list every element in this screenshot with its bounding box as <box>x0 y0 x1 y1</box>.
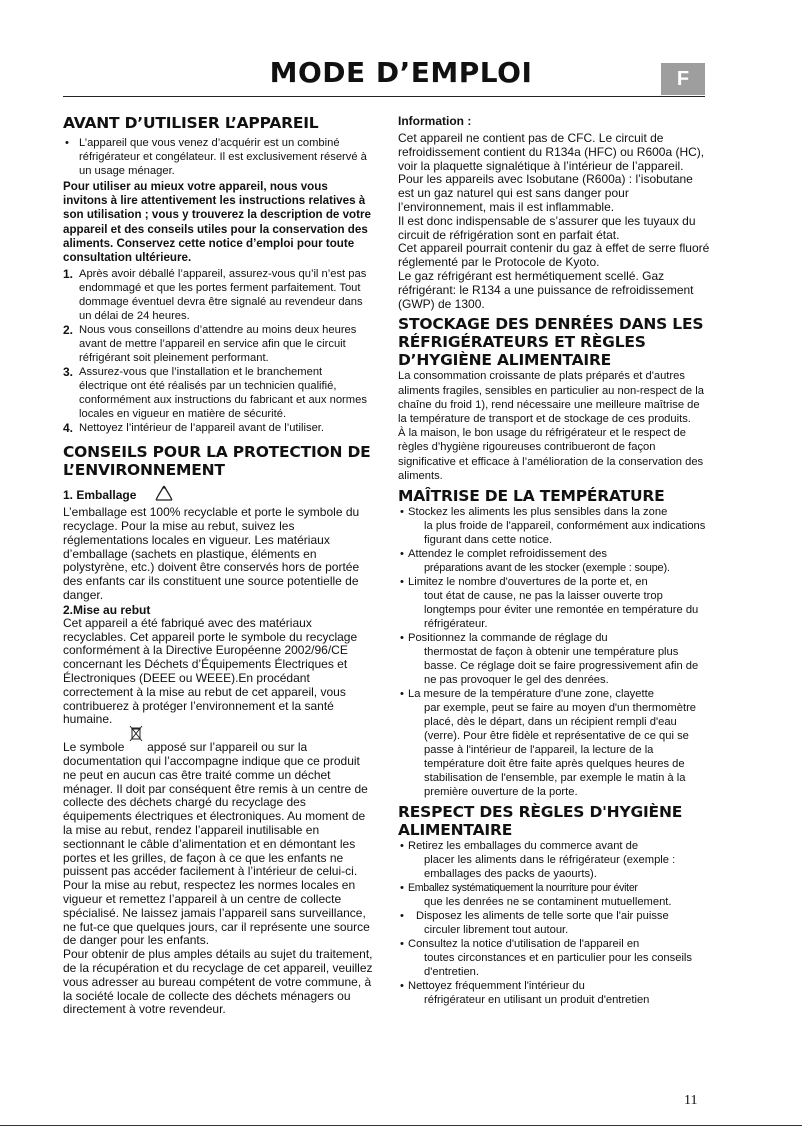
information-p3: Il est donc indispensable de s’assurer que les tuyaux du circuit de réfrigération sont en parfait état. <box>398 213 696 242</box>
list-item: • Stockez les aliments les plus sensibles dans la zone la plus froide de l'appareil, conformément aux indications figurant dans cette notice. <box>400 505 706 546</box>
list-item: • La mesure de la température d'une zone, clayette par exemple, peut se faire au moyen d'un thermomètre placé, dès le départ, dans un récipient rempli d'eau (verre). Pour être fidèle et représentative de ce qui se passe à l'intérieur de l'appareil, la lecture de la température doit être faite après quelques heures de stabilisation de l'ensemble, par exemple le matin à la première ouverture de la porte. <box>400 687 697 798</box>
list-item: • Disposez les aliments de telle sorte que l'air puisse circuler librement tout autour. <box>400 909 669 936</box>
packaging-text: L’emballage est 100% recyclable et porte le symbole du recyclage. Pour la mise au rebut, suivez les réglementations locales en vigueur. Les matériaux d’emballage (sachets en plastique, éléments en polystyrène, etc.) doivent être conservés hors de portée des enfants car ils constituent une source potentielle de danger. <box>63 505 360 602</box>
information-heading: Information : <box>398 114 472 128</box>
information-p5: Le gaz réfrigérant est hermétiquement scellé. Gaz réfrigérant: le R134 a une puissance de refroidissement (GWP) de 1300. <box>398 268 694 311</box>
right-column <box>398 114 710 1007</box>
section-title-temperature: MAÎTRISE DE LA TEMPÉRATURE <box>398 486 665 505</box>
disposal-heading: 2.Mise au rebut <box>63 602 151 617</box>
left-column <box>63 114 373 1017</box>
section-title-before-use: AVANT D’UTILISER L’APPAREIL <box>63 114 319 132</box>
page-number: 11 <box>684 1093 698 1108</box>
before-use-bullet: • L’appareil que vous venez d’acquérir est un combiné réfrigérateur et congélateur. Il est exclusivement réservé à un usage ménager. <box>65 137 367 177</box>
list-item: • Nettoyez fréquemment l'intérieur du réfrigérateur en utilisant un produit d'entretien <box>400 979 650 1006</box>
disposal-text: Cet appareil a été fabriqué avec des matériaux recyclables. Cet appareil porte le symbole du recyclage conformément à la Directive Européenne 2002/96/CE concernant les Déchets d’Équipements Électriques et Électroniques (DEEE ou WEEE).En procédant correctement à la mise au rebut de cet appareil, vous contribuerez à protéger l’environnement et la santé humaine. <box>63 615 358 727</box>
section-title-hygiene: RESPECT DES RÈGLES D'HYGIÈNE ALIMENTAIRE <box>398 802 683 839</box>
list-item: • Retirez les emballages du commerce avant de placer les aliments dans le réfrigérateur (exemple : emballages des packs de yaourts). <box>400 839 676 880</box>
list-item: • Positionnez la commande de réglage du thermostat de façon à obtenir une température plus basse. Ce réglage doit se faire progressivement afin de ne pas provoquer le gel des denrées. <box>400 631 699 686</box>
header-divider <box>63 96 705 97</box>
before-use-intro: Pour utiliser au mieux votre appareil, nous vous invitons à lire attentivement les instructions relatives à son utilisation ; vous y trouverez la description de votre appareil et des conseils utiles pour la conservation des aliments. Conservez cette notice d’emploi pour toute consultation ultérieure. <box>63 180 371 265</box>
list-item: • Consultez la notice d'utilisation de l'appareil en toutes circonstances et en particulier pour les conseils d'entretien. <box>400 937 693 978</box>
step-item: 2. Nous vous conseillons d’attendre au moins deux heures avant de mettre l’appareil en service afin que le circuit réfrigérant soit pleinement performant. <box>63 323 357 365</box>
storage-p2: À la maison, le bon usage du réfrigérateur et le respect de règles d’hygiène rigoureuses contribueront de façon significative et efficace à l’amélioration de la conservation des aliments. <box>398 427 704 482</box>
local-rules-text: Pour la mise au rebut, respectez les normes locales en vigueur et remettez l’appareil à un centre de collecte spécialisé. Ne laissez jamais l’appareil sans surveillance, ne fut-ce que quelques jours, car il représente une source de danger pour les enfants. <box>63 878 370 948</box>
footer-divider <box>0 1125 802 1126</box>
step-item: 4. Nettoyez l’intérieur de l’appareil avant de l’utiliser. <box>63 421 325 436</box>
section-title-storage: STOCKAGE DES DENRÉES DANS LES RÉFRIGÉRATEURS ET RÈGLES D’HYGIÈNE ALIMENTAIRE <box>398 315 704 370</box>
information-p1: Cet appareil ne contient pas de CFC. Le circuit de refroidissement contient du R134a (HFC) ou R600a (HC), voir la plaquette signalétique à l’intérieur de l’appareil. <box>398 131 705 173</box>
packaging-heading: 1. Emballage <box>63 485 373 506</box>
before-use-steps <box>63 267 373 435</box>
list-item: • Attendez le complet refroidissement des préparations avant de les stocker (exemple : soupe). <box>400 547 670 574</box>
crossed-bin-icon <box>128 739 144 751</box>
hygiene-list <box>398 839 710 1007</box>
recycle-icon <box>154 485 174 506</box>
temperature-list <box>398 505 710 799</box>
storage-p1: La consommation croissante de plats préparés et d'autres aliments fragiles, sensibles en particulier au non-respect de la chaîne du froid 1), rend nécessaire une meilleure maîtrise de la température de transport et de stockage de ces produits. <box>398 370 704 425</box>
step-item: 1. Après avoir déballé l’appareil, assurez-vous qu’il n’est pas endommagé et que les portes ferment parfaitement. Tout dommage éventuel devra être signalé au revendeur dans un délai de 24 heures. <box>63 267 367 323</box>
language-badge: F <box>661 63 705 95</box>
step-item: 3. Assurez-vous que l’installation et le branchement électrique ont été réalisés par un technicien qualifié, conformément aux instructions du fabricant et aux normes locales en vigueur en matière de sécurité. <box>63 365 367 421</box>
section-title-environment: CONSEILS POUR LA PROTECTION DE L’ENVIRONNEMENT <box>63 443 371 480</box>
page-title: MODE D’EMPLOI <box>269 56 533 89</box>
information-p2: Pour les appareils avec Isobutane (R600a) : l’isobutane est un gaz naturel qui est sans danger pour l’environnement, mais il est inflammable. <box>398 172 693 214</box>
more-info-text: Pour obtenir de plus amples détails au sujet du traitement, de la récupération et du recyclage de cet appareil, veuillez vous adresser au bureau compétent de votre commune, à la société locale de collecte des déchets ménagers ou directement à votre revendeur. <box>63 947 373 1017</box>
symbol-paragraph: Le symbole apposé sur l’appareil ou sur la documentation qui l’accompagne indique que ce produit ne peut en aucun cas être traité comme un déchet ménager. Il doit par conséquent être remis à un centre de collecte des déchets chargé du recyclage des équipements électriques et électroniques. Au moment de la mise au rebut, rendez l’appareil inutilisable en sectionnant le câble d’alimentation et en démontant les portes et les grilles, de façon à ce que les enfants ne puissent pas accéder facilement à l’intérieur de celui-ci. <box>63 739 373 879</box>
list-item: • Limitez le nombre d'ouvertures de la porte et, en tout état de cause, ne pas la laisser ouverte trop longtemps pour éviter une remontée en température du réfrigérateur. <box>400 575 699 630</box>
information-p4: Cet appareil pourrait contenir du gaz à effet de serre fluoré réglementé par le Protocole de Kyoto. <box>398 241 710 270</box>
list-item: • Emballez systématiquement la nourriture pour éviter que les denrées ne se contaminent mutuellement. <box>400 881 672 908</box>
